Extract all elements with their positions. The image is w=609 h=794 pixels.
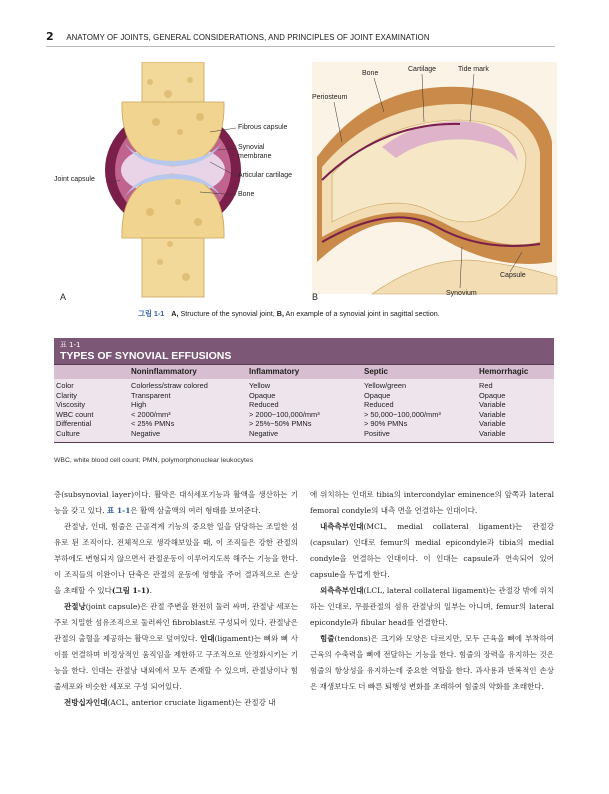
table-header-cell (54, 365, 129, 379)
label-bone-b: Bone (362, 70, 379, 77)
text-run: 관절낭, 인대, 힘줄은 근골격계 기능의 중요한 일을 담당하는 조밀한 섬유로 된 조직이다. 전체적으로 생각해보았을 때, 이 조직들은 강한 관절의 부하에도 변형되지 않으면서 관절운동이 이루어지도록 해주는 기능을 한다. 이 조직들의 이완이나 단축은 관절의 운동에 영향을 주어 결과적으로 손상을 초래할 수 있다 (54, 522, 298, 595)
label-synovial-membrane-2: membrane (238, 153, 272, 160)
caption-a-text: Structure of the synovial joint, (178, 309, 277, 318)
body-column-right (310, 487, 554, 695)
sagittal-section-illustration (312, 62, 562, 302)
table-col-inflammatory (247, 381, 362, 439)
figure-caption (138, 309, 440, 319)
text-run: 은 활액 삼출액의 여러 형태를 보여준다. (130, 506, 261, 515)
label-synovial-membrane-1: Synovial (238, 144, 265, 151)
label-tide-mark: Tide mark (458, 66, 489, 73)
table-header-row (54, 365, 554, 379)
panel-letter-a: A (60, 292, 67, 302)
text-run: (tendons)은 크기와 모양은 다르지만, 모두 근육을 뼈에 부착하여 근육의 수축력을 뼈에 전달하는 기능을 한다. 힘줄의 장력을 유지하는 것은 힘줄의 항상성을 유지하는데 중요한 역할을 한다. 과사용과 반복적인 손상은 재생보다도 더 빠른 퇴행성 변화를 초래하여 힘줄의 약화를 초래한다. (310, 634, 554, 691)
label-cartilage: Cartilage (408, 66, 437, 73)
table-col-label (54, 381, 129, 439)
table-cell: Variable (479, 400, 506, 410)
synovial-joint-illustration (60, 62, 310, 302)
paragraph (310, 487, 554, 519)
paragraph (54, 519, 298, 599)
term-mcl: 내측측부인대 (320, 522, 364, 531)
label-joint-capsule: Joint capsule (54, 176, 95, 183)
table-cell: Clarity (56, 390, 77, 400)
text-run: (ligament)는 뼈와 뼈 사이를 연결하며 비정상적인 움직임을 제한하고 구조적으로 안정화시키는 기능을 한다. 인대는 관절낭 내외에서 모두 존재할 수 있으며, 관절낭이나 힘줄세포와 비슷한 세포로 구성 되어있다. (54, 634, 298, 691)
text-run: (MCL, medial collateral ligament)는 관절강(capsular) 인대로 femur의 medial epicondyle과 tibia의 medial condyle을 연결하는 인대이다. 이 인대는 capsule과 연속되어 있어 capsule을 두껍게 한다. (310, 522, 554, 579)
term-acl: 전방십자인대 (64, 698, 108, 707)
text-run: (LCL, lateral collateral ligament)는 관절강 밖에 위치하는 인대로, 무릎관절의 섬유 관절낭의 일부는 아니며, femur의 lateral epicondyle과 fibular head를 연결한다. (310, 586, 554, 627)
table-header-cell: Inflammatory (249, 367, 300, 376)
caption-b-text: An example of a synovial joint in sagittal section. (283, 309, 440, 318)
table-cell: Variable (479, 428, 506, 438)
table-col-noninflammatory (129, 381, 247, 439)
label-bone-a: Bone (238, 191, 255, 198)
paragraph (310, 631, 554, 695)
table-cell: Red (479, 381, 493, 390)
term-tendons: 힘줄 (320, 634, 335, 643)
label-periosteum: Periosteum (312, 94, 348, 101)
table-col-septic (362, 381, 477, 439)
table-body (54, 379, 554, 443)
text-run: (ACL, anterior cruciate ligament)는 관절강 내 (107, 698, 276, 707)
table-cell: < 2000/mm³ (131, 409, 171, 419)
paragraph (54, 487, 298, 519)
label-capsule: Capsule (500, 272, 526, 279)
table-title: TYPES OF SYNOVIAL EFFUSIONS (54, 350, 554, 365)
table-cell: Variable (479, 409, 506, 419)
body-column-left (54, 487, 298, 711)
caption-a-letter: A, (171, 309, 179, 318)
paragraph (310, 519, 554, 583)
header-rule (46, 46, 555, 47)
table-cell: Differential (56, 419, 92, 429)
paragraph (54, 599, 298, 695)
label-articular-cartilage: Articular cartilage (238, 172, 293, 179)
figure-panel-b (312, 62, 562, 302)
table-cell: Yellow/green (364, 381, 407, 390)
table-cell: Opaque (479, 390, 506, 400)
table-cell: Negative (249, 428, 279, 438)
table-cell: Transparent (131, 390, 171, 400)
text-run: (joint capsule)은 관절 주변을 완전히 둘러 싸며, 관절낭 세포는 주로 치밀한 섬유조직으로 둘러싸인 fibroblast로 구성되어 있다. 관절낭은 관절의 출혈을 제공하는 활막으로 덮여있다. (54, 602, 298, 643)
caption-number: 그림 1-1 (138, 309, 165, 318)
term-ligament: 인대 (200, 634, 215, 643)
table-cell: High (131, 400, 147, 410)
table-cell: Opaque (364, 390, 391, 400)
table-cell: Opaque (249, 390, 276, 400)
table-cell: Color (56, 381, 74, 390)
table-cell: > 90% PMNs (364, 419, 408, 429)
table-header-cell: Hemorrhagic (479, 367, 529, 376)
table-cell: < 25% PMNs (131, 419, 175, 429)
table-cell: WBC count (56, 409, 94, 419)
paragraph (54, 695, 298, 711)
term-lcl: 외측측부인대 (320, 586, 364, 595)
table-cell: Negative (131, 428, 161, 438)
caption-b-letter: B, (276, 309, 284, 318)
text-run: 층(subsynovial layer)이다. 활막은 대식세포기능과 활액을 생산하는 기능을 갖고 있다. (54, 490, 298, 515)
paragraph (310, 583, 554, 631)
panel-letter-b: B (312, 292, 319, 302)
table-cell: Yellow (249, 381, 271, 390)
table-reference[interactable]: 표 1-1 (107, 506, 131, 515)
page-number: 2 (46, 30, 54, 43)
table-cell: Positive (364, 428, 390, 438)
term-joint-capsule: 관절낭 (64, 602, 86, 611)
table-header-cell: Noninflammatory (131, 367, 197, 376)
running-title: ANATOMY OF JOINTS, GENERAL CONSIDERATIONS, AND PRINCIPLES OF JOINT EXAMINATION (66, 33, 430, 42)
text-run: . (149, 586, 153, 595)
table-cell: Reduced (249, 400, 279, 410)
table-cell: > 25%−50% PMNs (249, 419, 312, 429)
synovial-effusions-table (54, 338, 554, 443)
table-footnote: WBC, white blood cell count; PMN, polymorphonuclear leukocytes (54, 457, 254, 464)
table-cell: > 2000−100,000/mm³ (249, 409, 320, 419)
table-cell: Colorless/straw colored (131, 381, 208, 390)
figure-panel-a (54, 62, 310, 302)
table-number: 표 1-1 (54, 338, 554, 350)
running-header (46, 30, 430, 43)
text-run: 에 위치하는 인대로 tibia의 intercondylar eminence의 앞쪽과 lateral femoral condyle의 내측 면을 연결하는 인대이다. (310, 490, 554, 515)
figure-reference[interactable]: (그림 1-1) (111, 586, 150, 595)
table-cell: Variable (479, 419, 506, 429)
table-cell: Culture (56, 428, 80, 438)
table-header-cell: Septic (364, 367, 389, 376)
table-cell: Viscosity (56, 400, 86, 410)
label-synovium: Synovium (446, 290, 477, 297)
table-col-hemorrhagic (477, 381, 554, 439)
table-cell: > 50,000−100,000/mm³ (364, 409, 441, 419)
label-fibrous-capsule: Fibrous capsule (238, 124, 288, 131)
table-cell: Reduced (364, 400, 394, 410)
